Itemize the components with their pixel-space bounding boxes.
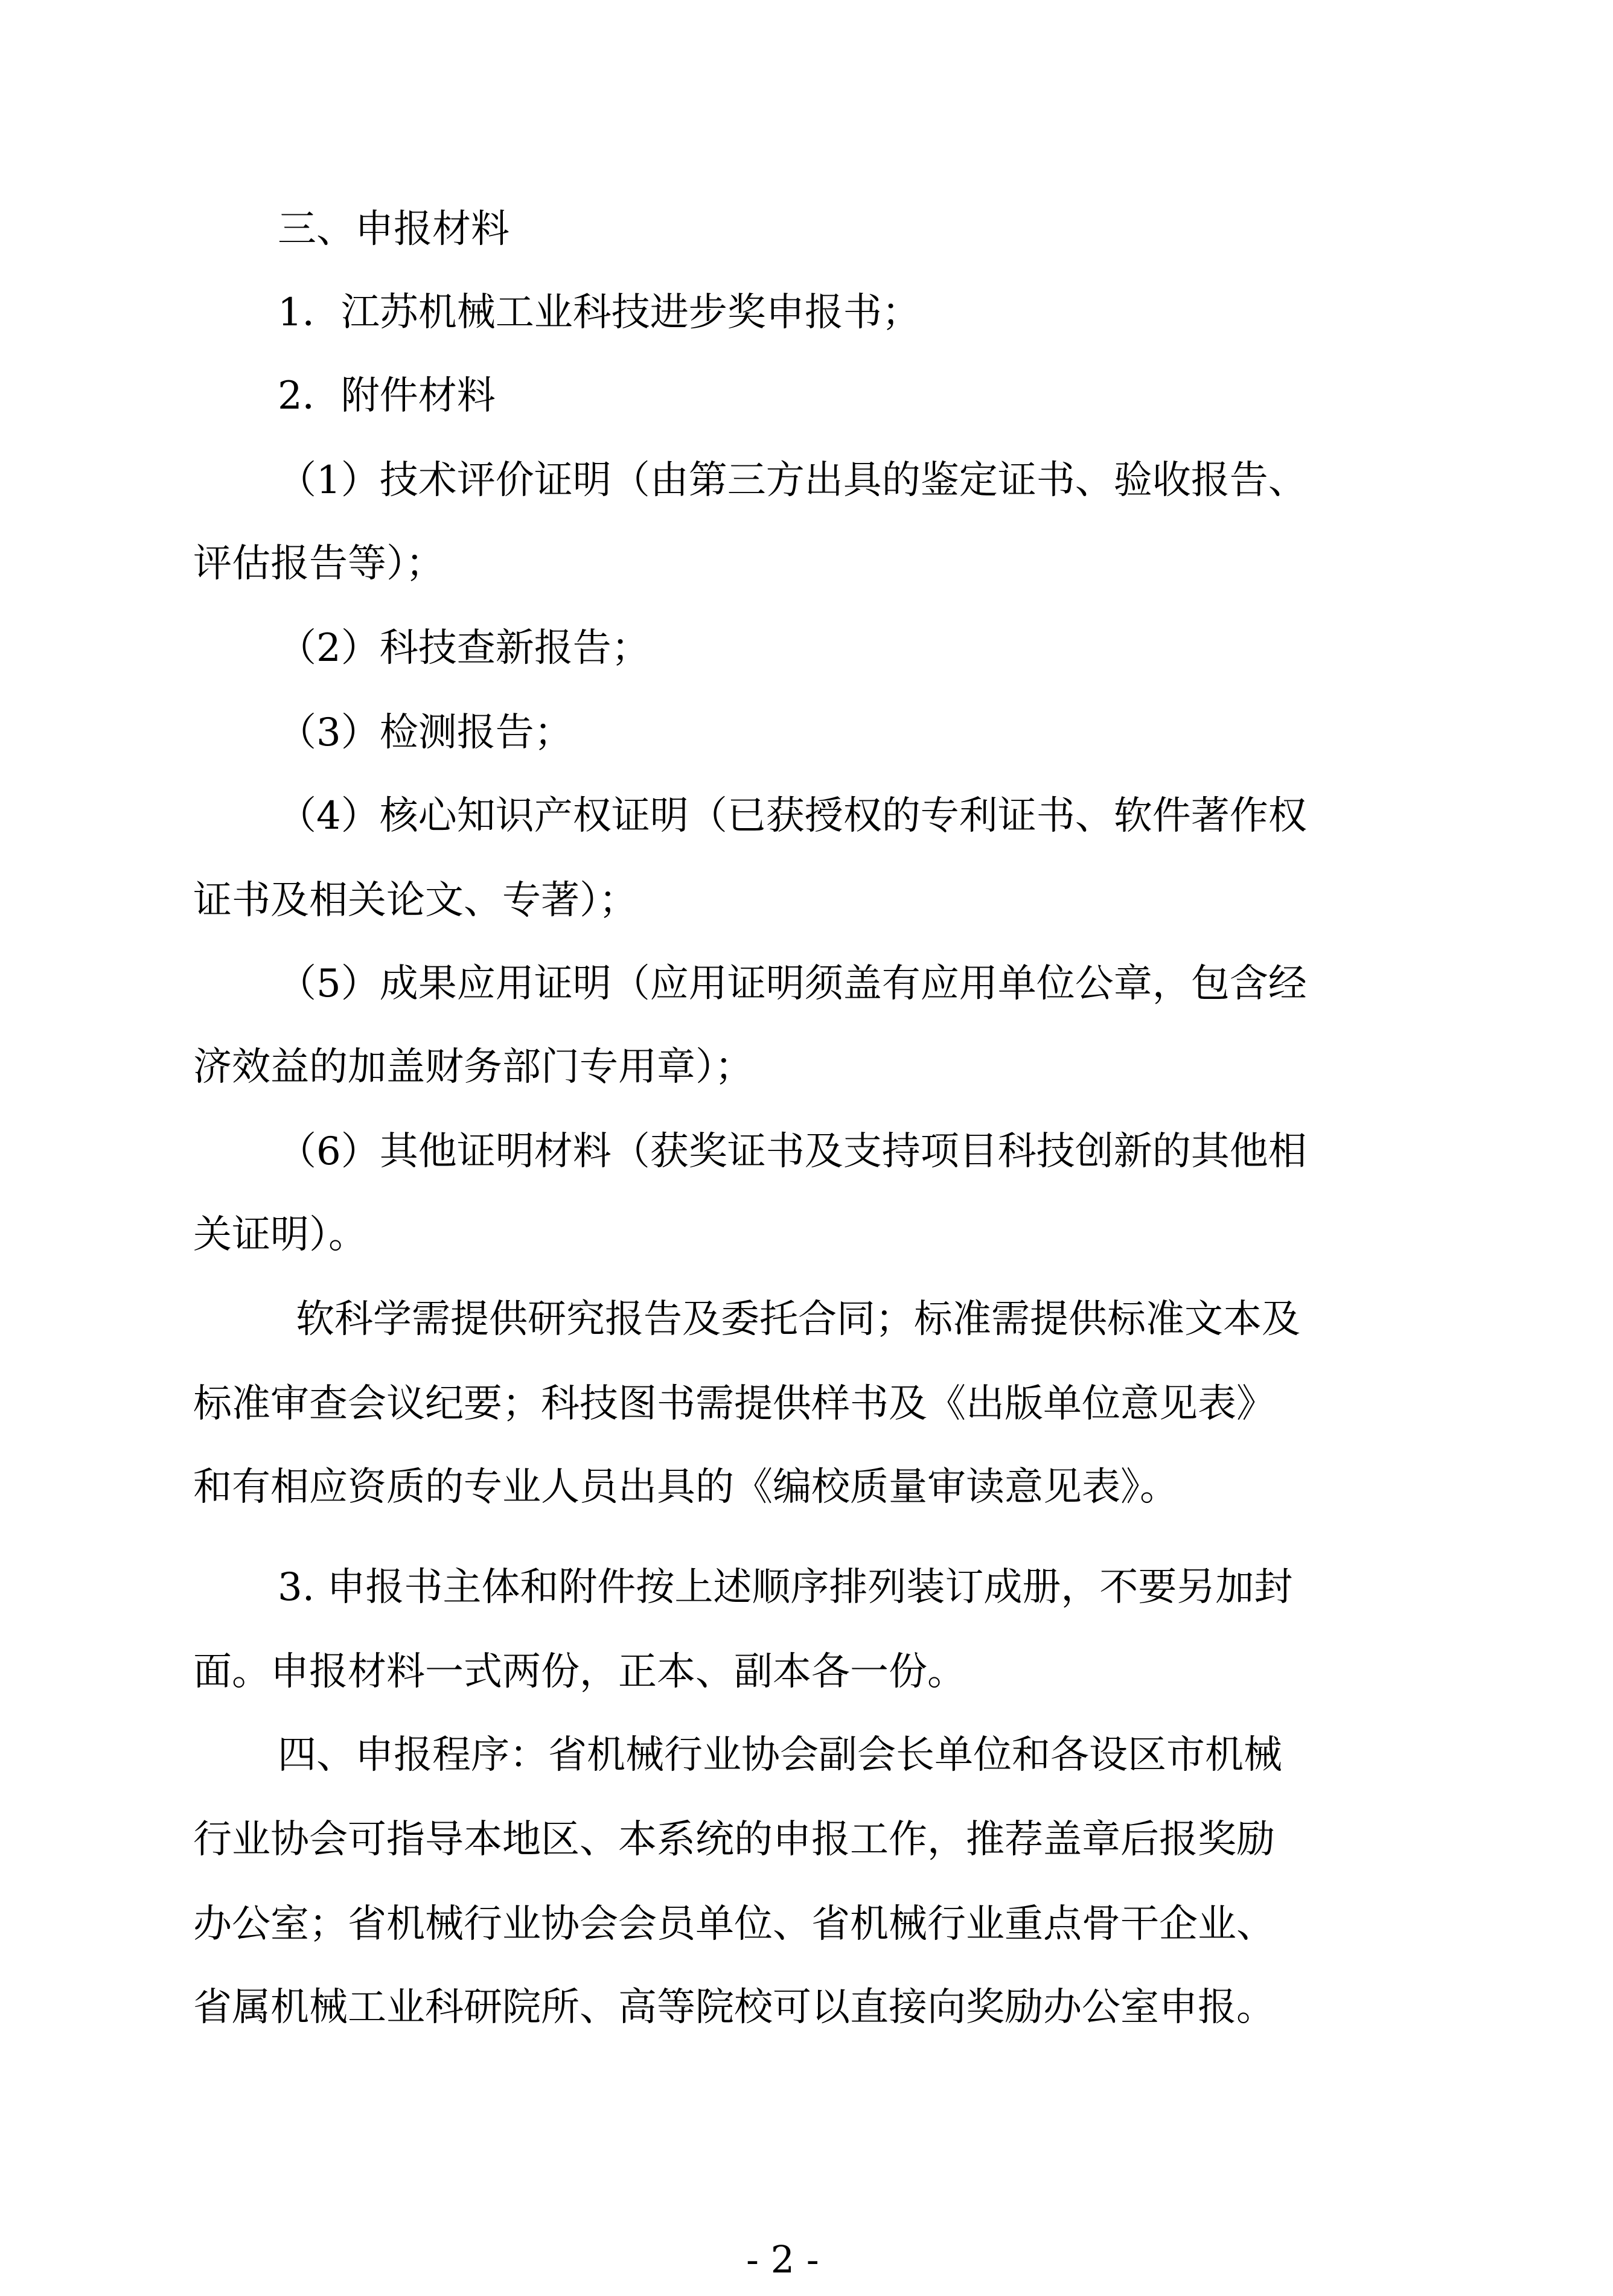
item-3-line-1: 3. 申报书主体和附件按上述顺序排列装订成册，不要另加封 [278, 1565, 1293, 1610]
sub-item-4-line-1: （4）核心知识产权证明（已获授权的专利证书、软件著作权 [278, 794, 1307, 838]
note-line-3: 和有相应资质的专业人员出具的《编校质量审读意见表》。 [193, 1465, 1178, 1510]
sub-item-5-line-2: 济效益的加盖财务部门专用章）； [193, 1045, 753, 1089]
sub-item-6-line-1: （6）其他证明材料（获奖证书及支持项目科技创新的其他相 [278, 1129, 1307, 1174]
sub-item-6-line-2: 关证明）。 [193, 1213, 367, 1257]
note-line-2: 标准审查会议纪要；科技图书需提供样书及《出版单位意见表》 [193, 1382, 1275, 1426]
sub-item-1-line-1: （1）技术评价证明（由第三方出具的鉴定证书、验收报告、 [278, 458, 1307, 503]
note-line-1: 软科学需提供研究报告及委托合同；标准需提供标准文本及 [296, 1297, 1300, 1342]
sub-item-5-line-1: （5）成果应用证明（应用证明须盖有应用单位公章，包含经 [278, 961, 1307, 1006]
item-3-line-2: 面。申报材料一式两份，正本、副本各一份。 [193, 1650, 966, 1694]
section-4-line-1: 四、申报程序：省机械行业协会副会长单位和各设区市机械 [278, 1733, 1282, 1778]
item-2-text: 2．附件材料 [278, 374, 496, 418]
section-4-line-3: 办公室；省机械行业协会会员单位、省机械行业重点骨干企业、 [193, 1902, 1275, 1947]
page-number: - 2 - [746, 2237, 819, 2282]
item-1-text: 1．江苏机械工业科技进步奖申报书； [278, 290, 921, 335]
section-heading-3: 三、申报材料 [278, 207, 509, 252]
sub-item-1-line-2: 评估报告等）； [193, 541, 444, 586]
sub-item-3-text: （3）检测报告； [278, 710, 573, 755]
sub-item-2-text: （2）科技查新报告； [278, 626, 650, 671]
section-4-line-2: 行业协会可指导本地区、本系统的申报工作，推荐盖章后报奖励 [193, 1817, 1275, 1862]
section-4-line-4: 省属机械工业科研院所、高等院校可以直接向奖励办公室申报。 [193, 1985, 1275, 2030]
sub-item-4-line-2: 证书及相关论文、专著）； [193, 878, 637, 923]
